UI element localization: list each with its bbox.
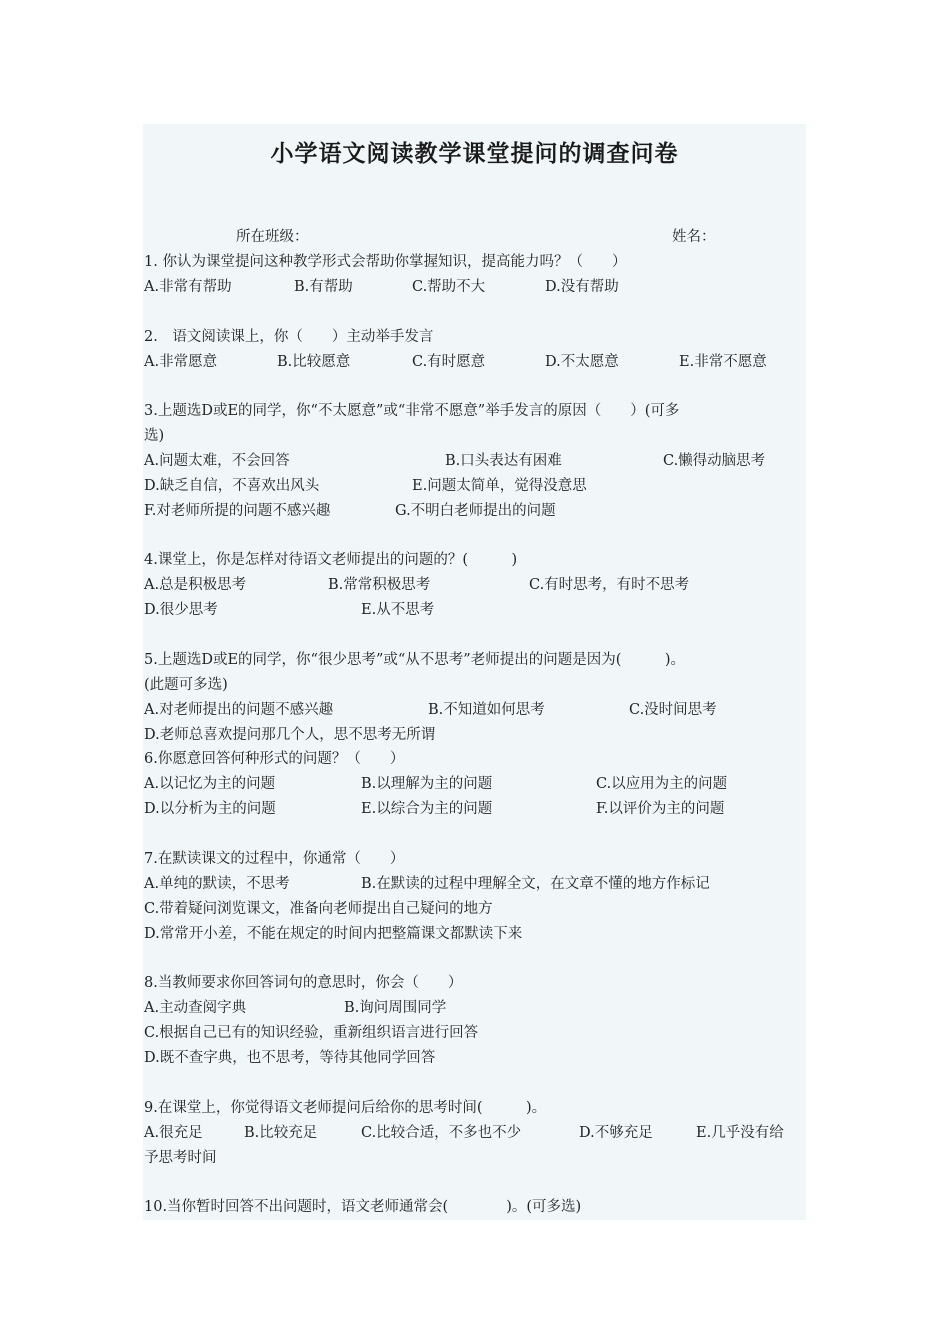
q4-option-b: B.常常积极思考 bbox=[328, 577, 431, 593]
question-8: 8.当教师要求你回答词句的意思时，你会（ ） bbox=[144, 975, 463, 991]
q9-option-e-cont: 予思考时间 bbox=[144, 1150, 217, 1166]
question-3-cont: 选) bbox=[144, 428, 165, 444]
question-9: 9.在课堂上，你觉得语文老师提问后给你的思考时间( )。 bbox=[144, 1100, 547, 1116]
q1-option-b: B.有帮助 bbox=[294, 279, 353, 295]
q3-option-f: F.对老师所提的问题不感兴趣 bbox=[144, 503, 331, 519]
q3-option-c: C.懒得动脑思考 bbox=[663, 453, 766, 469]
q9-option-a: A.很充足 bbox=[144, 1125, 203, 1141]
question-10: 10.当你暂时回答不出问题时，语文老师通常会( )。(可多选) bbox=[144, 1199, 582, 1215]
q4-option-c: C.有时思考，有时不思考 bbox=[529, 577, 690, 593]
class-label: 所在班级： bbox=[236, 229, 309, 245]
name-label: 姓名： bbox=[672, 229, 716, 245]
question-5: 5.上题选D或E的同学，你“很少思考”或“从不思考”老师提出的问题是因为( )。 bbox=[144, 652, 686, 668]
q2-option-c: C.有时愿意 bbox=[412, 354, 486, 370]
q2-option-a: A.非常愿意 bbox=[144, 354, 218, 370]
q4-option-d: D.很少思考 bbox=[144, 602, 218, 618]
q3-option-g: G.不明白老师提出的问题 bbox=[395, 503, 556, 519]
q1-option-a: A.非常有帮助 bbox=[144, 279, 232, 295]
q5-option-d: D.老师总喜欢提问那几个人，思不思考无所谓 bbox=[144, 727, 436, 743]
q6-option-c: C.以应用为主的问题 bbox=[596, 776, 728, 792]
q9-option-c: C.比较合适，不多也不少 bbox=[361, 1125, 522, 1141]
q4-option-e: E.从不思考 bbox=[361, 602, 435, 618]
q2-option-e: E.非常不愿意 bbox=[679, 354, 767, 370]
q9-option-e: E.几乎没有给 bbox=[696, 1125, 784, 1141]
question-2: 2. 语文阅读课上，你（ ）主动举手发言 bbox=[144, 329, 434, 345]
question-1: 1. 你认为课堂提问这种教学形式会帮助你掌握知识，提高能力吗？（ ） bbox=[144, 254, 627, 270]
q5-option-c: C.没时间思考 bbox=[629, 702, 717, 718]
q9-option-b: B.比较充足 bbox=[244, 1125, 318, 1141]
q6-option-f: F.以评价为主的问题 bbox=[596, 801, 725, 817]
q4-option-a: A.总是积极思考 bbox=[144, 577, 247, 593]
q7-option-d: D.常常开小差，不能在规定的时间内把整篇课文都默读下来 bbox=[144, 926, 523, 942]
q8-option-d: D.既不查字典，也不思考，等待其他同学回答 bbox=[144, 1050, 436, 1066]
q5-option-b: B.不知道如何思考 bbox=[428, 702, 545, 718]
q7-option-b: B.在默读的过程中理解全文，在文章不懂的地方作标记 bbox=[361, 876, 710, 892]
question-5-cont: (此题可多选) bbox=[144, 677, 228, 693]
page-title: 小学语文阅读教学课堂提问的调查问卷 bbox=[270, 140, 679, 167]
q7-option-a: A.单纯的默读，不思考 bbox=[144, 876, 290, 892]
q6-option-b: B.以理解为主的问题 bbox=[361, 776, 493, 792]
question-6: 6.你愿意回答何种形式的问题？（ ） bbox=[144, 751, 405, 767]
q6-option-e: E.以综合为主的问题 bbox=[361, 801, 493, 817]
q1-option-d: D.没有帮助 bbox=[545, 279, 619, 295]
q3-option-e: E.问题太简单，觉得没意思 bbox=[412, 478, 587, 494]
question-7: 7.在默读课文的过程中，你通常（ ） bbox=[144, 851, 405, 867]
q5-option-a: A.对老师提出的问题不感兴趣 bbox=[144, 702, 334, 718]
q3-option-a: A.问题太难，不会回答 bbox=[144, 453, 290, 469]
q8-option-c: C.根据自己已有的知识经验，重新组织语言进行回答 bbox=[144, 1025, 479, 1041]
q1-option-c: C.帮助不大 bbox=[412, 279, 486, 295]
q3-option-b: B.口头表达有困难 bbox=[445, 453, 562, 469]
q7-option-c: C.带着疑问浏览课文，准备向老师提出自己疑问的地方 bbox=[144, 901, 493, 917]
question-4: 4.课堂上，你是怎样对待语文老师提出的问题的？( ) bbox=[144, 552, 518, 568]
q8-option-a: A.主动查阅字典 bbox=[144, 1000, 247, 1016]
q8-option-b: B.询问周围同学 bbox=[344, 1000, 447, 1016]
q6-option-d: D.以分析为主的问题 bbox=[144, 801, 276, 817]
question-3: 3.上题选D或E的同学，你“不太愿意”或“非常不愿意”举手发言的原因（ ）(可多 bbox=[144, 403, 680, 419]
q2-option-b: B.比较愿意 bbox=[277, 354, 351, 370]
q3-option-d: D.缺乏自信，不喜欢出风头 bbox=[144, 478, 320, 494]
q6-option-a: A.以记忆为主的问题 bbox=[144, 776, 276, 792]
q2-option-d: D.不太愿意 bbox=[545, 354, 619, 370]
q9-option-d: D.不够充足 bbox=[579, 1125, 653, 1141]
